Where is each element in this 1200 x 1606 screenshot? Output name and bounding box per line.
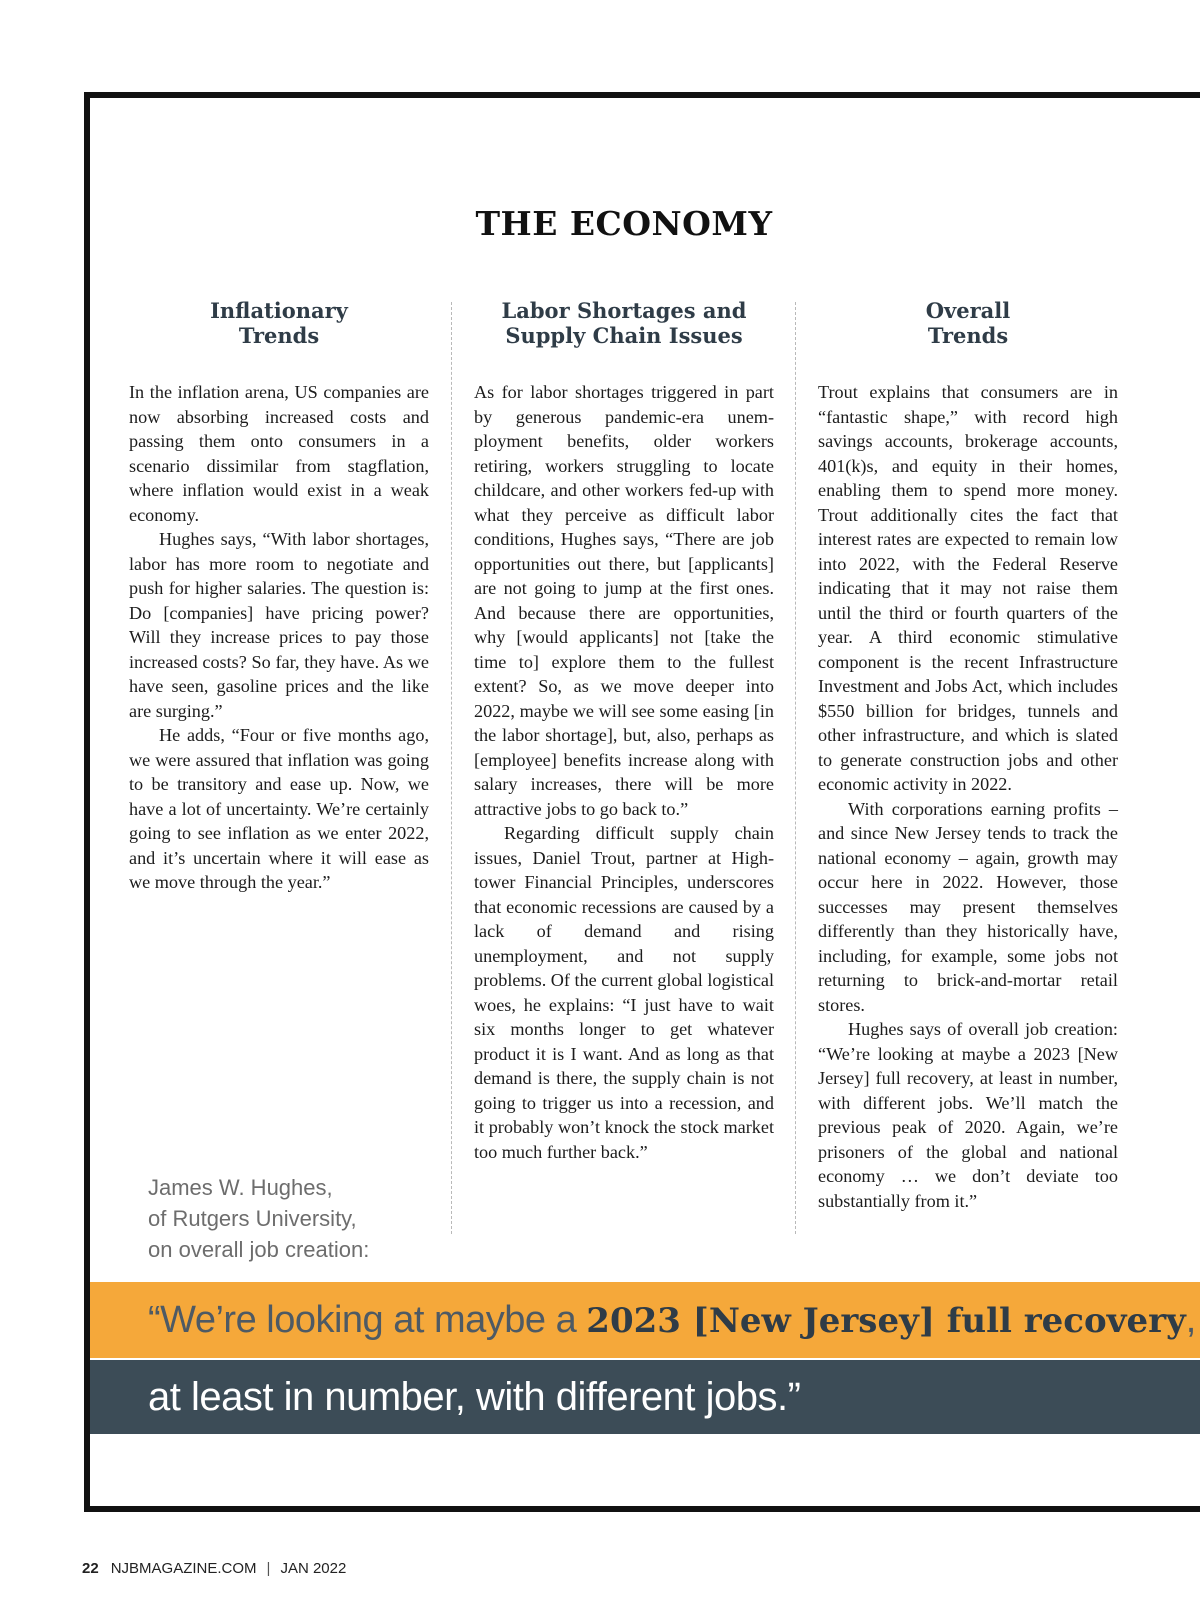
column-heading-line: Supply Chain Issues <box>505 323 743 348</box>
column-divider <box>795 302 796 1234</box>
attribution-line: James W. Hughes, <box>148 1175 333 1200</box>
column-body <box>474 380 774 1164</box>
page-title: THE ECONOMY <box>475 204 773 243</box>
paragraph: Regarding difficult supply chain issues, Daniel Trout, partner at Hightower Financial Principles, underscores that economic recessions are caused by a lack of demand and rising unemployment, and not supply problems. Of the current global logistical woes, he explains: “I just have to wait six months longer to get whatever product it is I want. And as long as that demand is there, the supply chain is not going to trigger us into a recession, and it probably won’t knock the stock market too much further back.” <box>474 823 775 1162</box>
paragraph: As for labor shortages triggered in part by generous pandemic-era unemployment benefits, older workers retiring, workers struggling to locate childcare, and other workers fed-up with what they perceive as difficult labor conditions, Hughes says, “There are job opportunities out there, but [applicants] are not going to jump at the first ones. And because there are opportunities, why [would applicants] not [take the time to] explore them to the fullest extent? So, as we move deeper into 2022, maybe we will see some easing [in the labor shortage], but, also, perhaps as [employee] benefits increase along with salary increases, there will be more attractive jobs to go back to.” <box>474 382 774 819</box>
paragraph: With corporations earning profits – and since New Jersey tends to track the national economy – again, growth may occur here in 2022. However, those successes may present themselves differently than they historically have, including, for example, some jobs not returning to brick-and-mortar retail stores. <box>818 798 1118 1015</box>
column-inflationary-trends <box>129 298 429 895</box>
pullquote-text: “We’re looking at maybe a <box>148 1299 587 1341</box>
column-heading-line: Inflationary <box>210 298 348 323</box>
pullquote-band-slate <box>90 1360 1200 1434</box>
column-divider <box>451 302 452 1234</box>
column-heading <box>474 298 774 380</box>
paragraph: Hughes says, “With labor shortages, labor has more room to negotiate and push for higher salaries. The question is: Do [companies] have pricing power? Will they increase prices to pay those increased costs? So far, they have. As we have seen, gasoline prices and the like are surging.” <box>129 529 429 721</box>
pullquote-text: , <box>1185 1299 1196 1341</box>
column-labor-supply-chain <box>474 298 774 1164</box>
footer-issue: JAN 2022 <box>280 1560 347 1577</box>
column-heading <box>129 298 429 380</box>
column-overall-trends <box>818 298 1118 1213</box>
column-heading-line: Labor Shortages and <box>501 298 747 323</box>
paragraph: Trout explains that consumers are in “fantastic shape,” with record high savings accounts, brokerage accounts, 401(k)s, and equity in their homes, enabling them to spend more money. Trout additionally cites the fact that interest rates are expected to remain low into 2022, with the Federal Reserve indicating that it may not raise them until the third or fourth quarters of the year. A third economic stimulative component is the recent Infrastructure Investment and Jobs Act, which includes $550 billion for bridges, tunnels and other infrastructure, and which is slated to generate construction jobs and other economic activity in 2022. <box>818 382 1118 794</box>
column-heading-line: Trends <box>238 323 320 348</box>
page-number: 22 <box>82 1560 99 1577</box>
footer-site: NJBMAGAZINE.COM <box>110 1560 257 1577</box>
page-footer <box>82 1560 346 1577</box>
column-heading <box>818 298 1118 380</box>
column-body <box>129 380 429 895</box>
paragraph: He adds, “Four or five months ago, we were assured that inflation was going to be transitory and ease up. Now, we have a lot of uncertainty. We’re certainly going to see inflation as we enter 2022, and it’s uncertain where it will ease as we move through the year.” <box>129 725 429 892</box>
column-heading-line: Overall <box>925 298 1011 323</box>
paragraph: Hughes says of overall job creation: “We’re looking at maybe a 2023 [New Jersey] full recovery, at least in number, with different jobs. We’ll match the previous peak of 2020. Again, we’re prisoners of the global and national economy … we don’t deviate too substantially from it.” <box>818 1019 1118 1211</box>
column-body <box>818 380 1118 1213</box>
column-heading-line: Trends <box>927 323 1009 348</box>
pullquote-text: at least in number, with different jobs.” <box>148 1375 801 1419</box>
pullquote-highlight: 2023 [New Jersey] full recovery <box>586 1301 1186 1341</box>
attribution-line: on overall job creation: <box>148 1237 370 1262</box>
attribution-line: of Rutgers University, <box>148 1206 357 1231</box>
footer-separator: | <box>266 1560 271 1577</box>
paragraph: In the inflation arena, US companies are now absorbing increased costs and passing them onto consumers in a scenario dissimilar from stagflation, where inflation would exist in a weak economy. <box>129 382 429 525</box>
pullquote-band-orange <box>90 1282 1200 1358</box>
pullquote-attribution <box>148 1172 438 1265</box>
